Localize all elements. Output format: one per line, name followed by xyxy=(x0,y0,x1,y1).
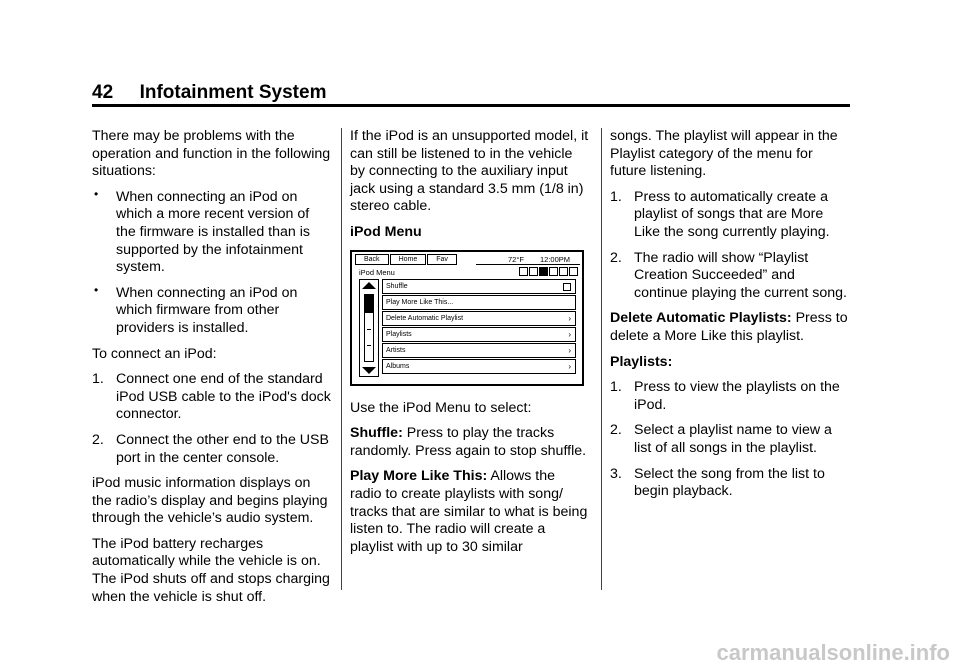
section-heading: Playlists: xyxy=(610,353,673,370)
step-number: 1. xyxy=(610,188,622,205)
column-2 xyxy=(350,128,590,564)
term-text: Press to play the tracks randomly. Press again to stop shuffle. xyxy=(350,425,587,459)
step-item xyxy=(610,422,850,457)
menu-item-label: Artists xyxy=(386,346,406,354)
column-divider-2 xyxy=(601,128,602,590)
step-number: 2. xyxy=(610,249,622,266)
source-icon[interactable] xyxy=(569,267,578,276)
menu-item-playlists[interactable] xyxy=(382,327,576,342)
step-item xyxy=(92,371,332,424)
page-number: 42 xyxy=(92,82,114,103)
step-text: The radio will show “Playlist Creation Succeeded” and continue playing the current song. xyxy=(634,249,847,301)
scroll-tick xyxy=(367,329,371,330)
watermark: carmanualsonline.info xyxy=(716,640,950,665)
paragraph xyxy=(350,468,590,556)
scroll-up-icon[interactable] xyxy=(362,282,376,289)
source-icon[interactable] xyxy=(529,267,538,276)
paragraph: songs. The playlist will appear in the Playlist category of the menu for future listening. xyxy=(610,128,838,180)
clock: 12:00PM xyxy=(540,254,571,264)
checkbox-icon[interactable] xyxy=(563,283,571,291)
paragraph xyxy=(610,310,850,345)
step-number: 1. xyxy=(92,371,104,388)
term-label: Play More Like This: xyxy=(350,468,488,485)
tab-home[interactable]: Home xyxy=(390,254,427,265)
menu-item-shuffle[interactable] xyxy=(382,279,576,294)
term-text: Press to delete a More Like this playlist. xyxy=(610,310,848,344)
ipod-menu-screen xyxy=(350,250,584,386)
bullet-text: When connecting an iPod on which a more recent version of the firmware is installed than is supported by the infotainment system. xyxy=(116,188,310,276)
screen-tabs xyxy=(355,254,458,265)
step-number: 2. xyxy=(92,431,104,448)
header-rule xyxy=(92,104,850,107)
paragraph: There may be problems with the operation and function in the following situations: xyxy=(92,128,331,180)
temperature: 72°F xyxy=(508,254,524,264)
menu-item-play-more-like-this[interactable] xyxy=(382,295,576,310)
menu-item-artists[interactable] xyxy=(382,343,576,358)
scroll-thumb[interactable] xyxy=(365,295,373,313)
step-item xyxy=(92,432,332,467)
tab-back[interactable]: Back xyxy=(355,254,389,265)
step-text: Press to view the playlists on the iPod. xyxy=(634,379,840,413)
menu-item-albums[interactable] xyxy=(382,359,576,374)
menu-item-delete-automatic-playlist[interactable] xyxy=(382,311,576,326)
source-icon[interactable] xyxy=(559,267,568,276)
scrollbar[interactable] xyxy=(359,279,379,377)
column-divider-1 xyxy=(341,128,342,590)
bullet-text: When connecting an iPod on which firmware from other providers is installed. xyxy=(116,284,298,336)
step-text: Select a playlist name to view a list of all songs in the playlist. xyxy=(634,422,832,456)
menu-item-label: Albums xyxy=(386,362,410,370)
step-item xyxy=(610,250,850,303)
step-text: Select the song from the list to begin playback. xyxy=(634,465,825,500)
source-icon[interactable] xyxy=(549,267,558,276)
tab-fav[interactable]: Fav xyxy=(427,254,457,265)
step-number: 2. xyxy=(610,422,622,439)
chevron-right-icon: › xyxy=(568,313,571,323)
scroll-track[interactable] xyxy=(364,294,374,362)
menu-item-label: Delete Automatic Playlist xyxy=(386,314,464,322)
source-icons xyxy=(518,267,578,276)
scroll-down-icon[interactable] xyxy=(362,367,376,374)
step-number: 1. xyxy=(610,379,622,396)
chevron-right-icon: › xyxy=(568,329,571,339)
menu-item-label: Playlists xyxy=(386,330,412,338)
scroll-tick xyxy=(367,345,371,346)
menu-item-label: Play More Like This... xyxy=(386,298,454,306)
source-icon[interactable] xyxy=(539,267,548,276)
paragraph: To connect an iPod: xyxy=(92,345,217,362)
menu-list xyxy=(382,279,576,375)
source-icon[interactable] xyxy=(519,267,528,276)
chevron-right-icon: › xyxy=(568,361,571,371)
step-number: 3. xyxy=(610,465,622,482)
column-3 xyxy=(610,128,850,509)
term-text: Allows the radio to create playlists with song/ tracks that are similar to what is being listen to. The radio will create a playlist with up to 30 similar xyxy=(350,468,588,555)
bullet-icon: • xyxy=(94,186,99,201)
bullet-item xyxy=(92,186,332,277)
term-label: Delete Automatic Playlists: xyxy=(610,310,792,327)
step-text: Press to automatically create a playlist of songs that are More Like the song currently playing. xyxy=(634,188,830,240)
step-text: Connect the other end to the USB port in the center console. xyxy=(116,431,329,466)
paragraph: If the iPod is an unsupported model, it can still be listened to in the vehicle by connecting to the auxiliary input jack using a standard 3.5 mm (1/8 in) stereo cable. xyxy=(350,128,589,215)
bullet-item xyxy=(92,282,332,338)
paragraph: iPod music information displays on the radio’s display and begins playing through the vehicle’s audio system. xyxy=(92,475,328,527)
step-text: Connect one end of the standard iPod USB cable to the iPod's dock connector. xyxy=(116,371,331,423)
step-item xyxy=(610,466,850,501)
bullet-icon: • xyxy=(94,282,99,297)
menu-item-label: Shuffle xyxy=(386,282,408,290)
page-title: Infotainment System xyxy=(139,82,327,103)
term-label: Shuffle: xyxy=(350,425,403,442)
paragraph: Use the iPod Menu to select: xyxy=(350,399,532,416)
chevron-right-icon: › xyxy=(568,345,571,355)
menu-title: iPod Menu xyxy=(359,267,395,277)
section-heading: iPod Menu xyxy=(350,223,422,240)
step-item xyxy=(610,189,850,242)
page-header xyxy=(92,82,850,104)
column-1 xyxy=(92,128,332,614)
paragraph: The iPod battery recharges automatically while the vehicle is on. The iPod shuts off and stops charging when the vehicle is shut off. xyxy=(92,535,330,605)
paragraph xyxy=(350,425,590,460)
tab-line xyxy=(476,264,580,265)
step-item xyxy=(610,379,850,414)
